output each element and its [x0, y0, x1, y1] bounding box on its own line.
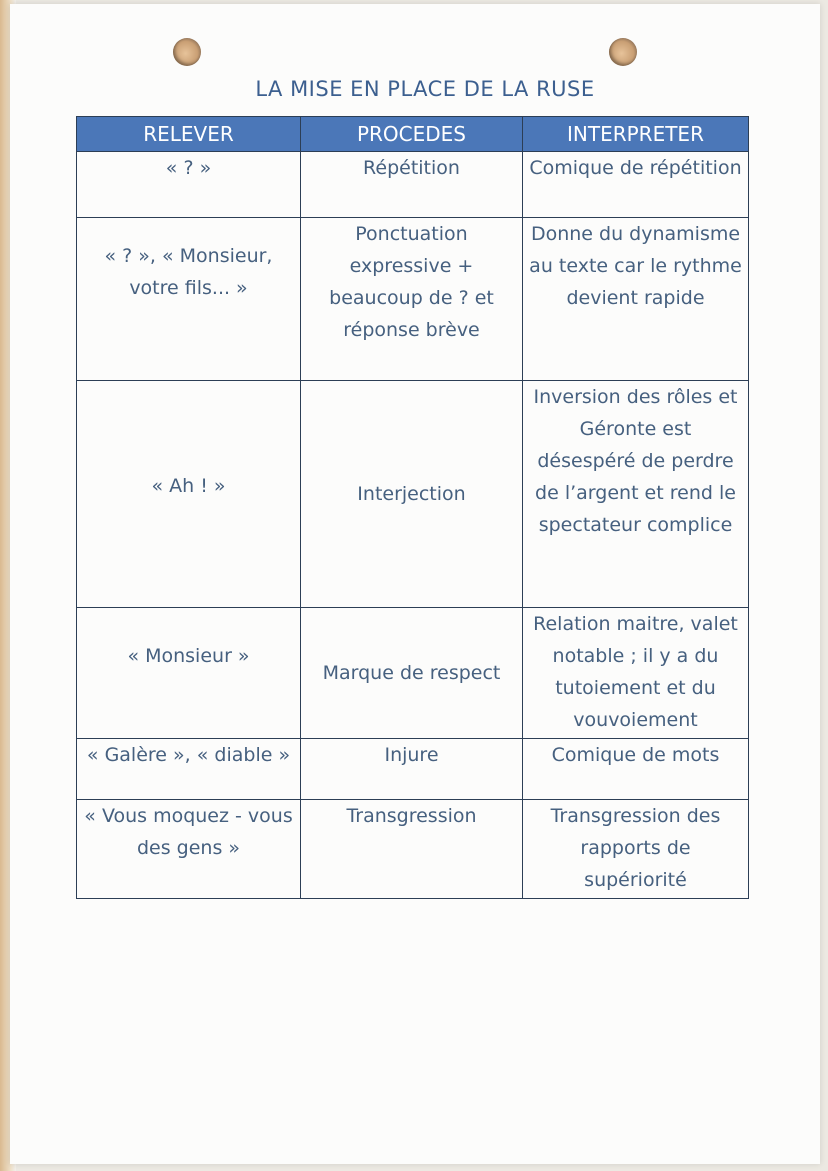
cell-procede: Transgression [301, 800, 523, 899]
cell-interpretation: Comique de mots [523, 739, 749, 800]
header-procedes: PROCEDES [301, 117, 523, 152]
cell-interpretation: Relation maitre, valet notable ; il y a du tutoiement et du vouvoiement [523, 608, 749, 739]
cell-interpretation: Transgression des rapports de supériorité [523, 800, 749, 899]
punch-hole-left [173, 38, 201, 66]
cell-interpretation: Comique de répétition [523, 152, 749, 218]
cell-procede: Répétition [301, 152, 523, 218]
table-header-row [77, 117, 749, 152]
cell-relever: « ? », « Monsieur, votre fils... » [77, 218, 301, 381]
cell-interpretation: Donne du dynamisme au texte car le rythme devient rapide [523, 218, 749, 381]
cell-procede: Interjection [301, 381, 523, 608]
cell-relever: « Ah ! » [77, 381, 301, 608]
table-row [77, 739, 749, 800]
table-row [77, 152, 749, 218]
cell-relever: « Galère », « diable » [77, 739, 301, 800]
header-interpreter: INTERPRETER [523, 117, 749, 152]
cell-interpretation: Inversion des rôles et Géronte est désespéré de perdre de l’argent et rend le spectateur complice [523, 381, 749, 608]
cell-relever: « Vous moquez - vous des gens » [77, 800, 301, 899]
punch-hole-right [609, 38, 637, 66]
table-row [77, 608, 749, 739]
analysis-table [76, 116, 749, 899]
table-row [77, 381, 749, 608]
cell-procede: Ponctuation expressive + beaucoup de ? et réponse brève [301, 218, 523, 381]
table-row [77, 800, 749, 899]
cell-relever: « Monsieur » [77, 608, 301, 739]
cell-procede: Injure [301, 739, 523, 800]
table-row [77, 218, 749, 381]
header-relever: RELEVER [77, 117, 301, 152]
page-title: LA MISE EN PLACE DE LA RUSE [255, 77, 595, 101]
cell-relever: « ? » [77, 152, 301, 218]
paper-sheet [10, 4, 820, 1164]
cell-procede: Marque de respect [301, 608, 523, 739]
